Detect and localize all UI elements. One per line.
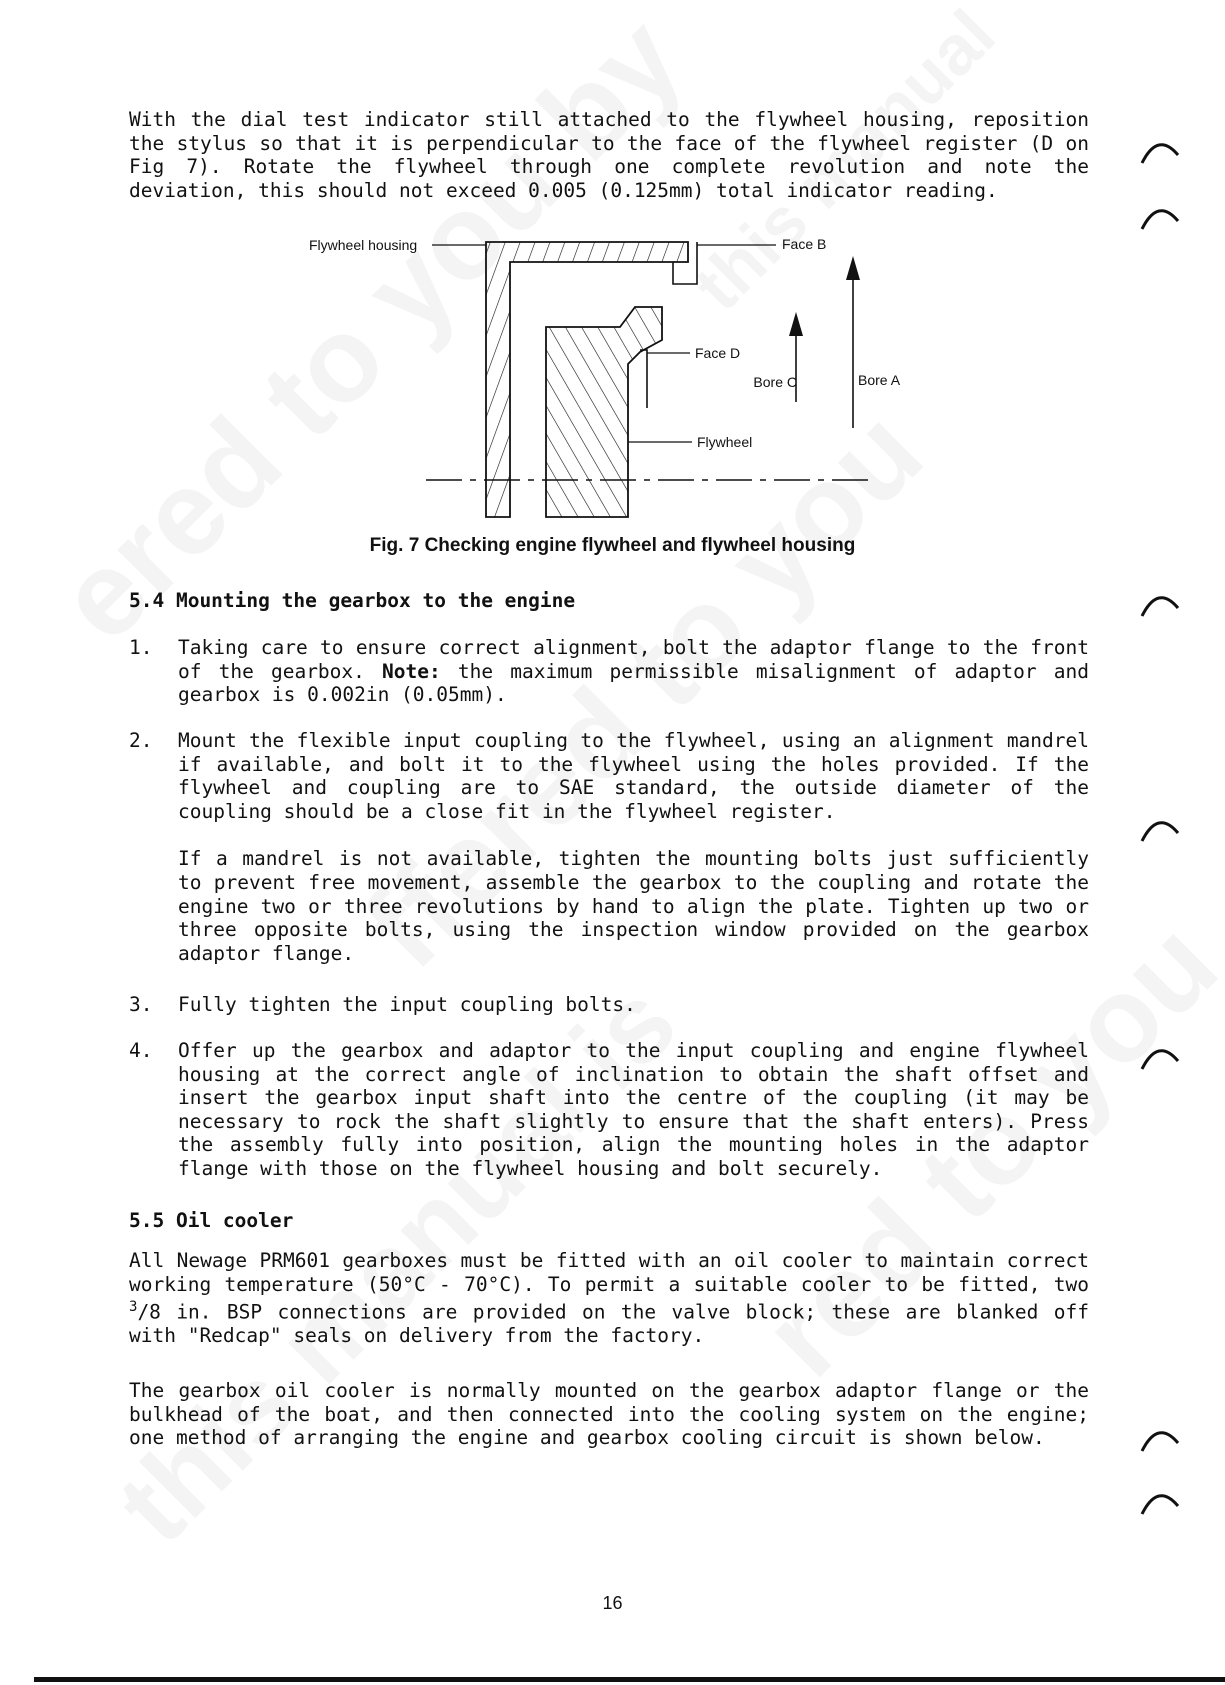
item-2-text-continued: If a mandrel is not available, tighten the mounting bolts just sufficiently to prevent free movement, assemble the gearbox to the coupling and rotate the engine two or three revolutions by hand to align the plate. Tighten up two or three opposite bolts, using the inspection window provided on the gearbox adaptor flange.	[178, 847, 1089, 965]
item-2-text: Mount the flexible input coupling to the flywheel, using an alignment mandrel if available, and bolt it to the flywheel using the holes provided. If the flywheel and coupling are to SAE standard, the outside diameter of the coupling should be a close fit in the flywheel register.	[178, 729, 1089, 823]
list-number: 4.	[129, 1039, 153, 1062]
binder-hole-mark	[1138, 203, 1182, 233]
label-face-b: Face B	[782, 236, 827, 252]
list-item	[129, 1039, 1089, 1181]
item-3-text: Fully tighten the input coupling bolts.	[178, 993, 636, 1016]
list-number: 3.	[129, 993, 153, 1016]
binder-hole-mark	[1138, 590, 1182, 620]
list-item	[129, 993, 1089, 1017]
list-item	[129, 636, 1089, 707]
item-1-text-a: Taking care to ensure correct alignment, bolt the adaptor flange to the front of the gearbox.	[178, 636, 1089, 683]
label-face-d: Face D	[695, 345, 741, 361]
label-flywheel: Flywheel	[697, 434, 753, 450]
bore-a-arrowhead	[846, 256, 860, 280]
figure-caption: Fig. 7 Checking engine flywheel and flywheel housing	[369, 535, 856, 556]
bore-c-arrowhead	[789, 312, 803, 336]
oil-cooler-paragraph-1: All Newage PRM601 gearboxes must be fitted with an oil cooler to maintain correct working temperature (50°C - 70°C). To permit a suitable cooler to be fitted, two $^3$/8 in. BSP connections are provided on the valve block; these are blanked off with "Redcap" seals on delivery from the factory.	[129, 1249, 1089, 1348]
face-d-step	[640, 350, 647, 408]
label-flywheel-housing: Flywheel housing	[309, 237, 418, 253]
oil-cooler-paragraph-2: The gearbox oil cooler is normally mounted on the gearbox adaptor flange or the bulkhead of the boat, and then connected into the cooling system on the engine; one method of arranging the engine and gearbox cooling circuit is shown below.	[129, 1379, 1089, 1450]
item-4-text: Offer up the gearbox and adaptor to the input coupling and engine flywheel housing at the correct angle of inclination to obtain the shaft offset and insert the gearbox input shaft into the centre of the coupling (it may be necessary to rock the shaft slightly to ensure that the shaft enters). Press the assembly fully into position, align the mounting holes in the adaptor flange with those on the flywheel housing and bolt securely.	[178, 1039, 1089, 1180]
binder-hole-mark	[1138, 1425, 1182, 1455]
list-number: 2.	[129, 729, 153, 752]
bottom-rule	[34, 1677, 1225, 1682]
label-bore-c: Bore C	[753, 374, 797, 390]
page-number: 16	[602, 1593, 623, 1613]
binder-hole-mark	[1138, 137, 1182, 167]
list-number: 1.	[129, 636, 153, 659]
binder-hole-mark	[1138, 1488, 1182, 1518]
binder-hole-mark	[1138, 1043, 1182, 1073]
section-heading-5-5: 5.5 Oil cooler	[129, 1209, 294, 1232]
item-1-text-b: the maximum permissible misalignment of adaptor and gearbox is 0.002in (0.05mm).	[178, 659, 1089, 707]
binder-hole-mark	[1138, 815, 1182, 845]
note-label: Note:	[382, 659, 441, 683]
flywheel-shape	[546, 307, 662, 517]
label-bore-a: Bore A	[858, 372, 901, 388]
superscript-3: 3	[129, 1299, 138, 1316]
figure-flywheel-diagram	[300, 232, 940, 522]
section-heading-5-4: 5.4 Mounting the gearbox to the engine	[129, 589, 576, 612]
list-item	[129, 729, 1089, 965]
intro-paragraph: With the dial test indicator still attached to the flywheel housing, reposition the stylus so that it is perpendicular to the face of the flywheel register (D on Fig 7). Rotate the flywheel through one complete revolution and note the deviation, this should not exceed 0.005 (0.125mm) total indicator reading.	[129, 108, 1089, 202]
